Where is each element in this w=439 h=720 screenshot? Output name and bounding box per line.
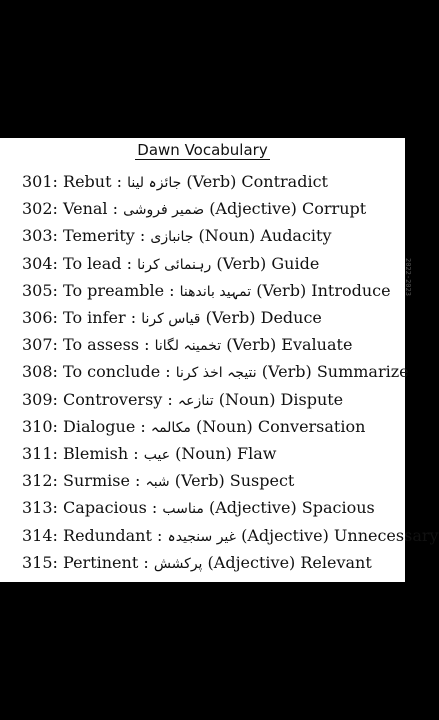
entry-number: 310:	[22, 416, 58, 436]
vocabulary-entry	[22, 498, 375, 519]
entry-word: Controversy :	[63, 389, 173, 409]
entry-meaning: Audacity	[260, 226, 332, 246]
entry-part-of-speech: (Verb)	[216, 253, 267, 273]
entry-word: Rebut :	[63, 172, 122, 191]
entry-number: 311:	[22, 444, 58, 463]
entry-number: 315:	[22, 552, 58, 572]
entry-number: 306:	[22, 308, 58, 327]
entry-meaning: Unnecessary	[333, 525, 439, 545]
entry-urdu: غیر سنجیدہ	[167, 528, 236, 545]
vocabulary-entry	[22, 254, 319, 275]
edge-text: 2022-2023	[404, 258, 412, 296]
entry-meaning: Flaw	[237, 444, 277, 463]
entry-urdu: شبہ	[145, 474, 170, 491]
entry-part-of-speech: (Noun)	[218, 389, 276, 409]
entry-word: Redundant :	[63, 525, 163, 545]
entry-number: 314:	[22, 525, 58, 545]
entry-word: To infer :	[63, 308, 137, 327]
vocabulary-entry	[22, 362, 409, 383]
entry-word: To conclude :	[63, 362, 171, 382]
entry-number: 304:	[22, 253, 58, 273]
vocabulary-entry	[22, 199, 366, 220]
entry-part-of-speech: (Verb)	[256, 280, 307, 300]
entry-number: 313:	[22, 498, 58, 518]
entry-meaning: Corrupt	[302, 199, 367, 219]
entry-number: 309:	[22, 389, 58, 409]
entry-meaning: Contradict	[241, 172, 328, 191]
entry-part-of-speech: (Adjective)	[209, 199, 297, 219]
entry-word: Temerity :	[63, 226, 146, 246]
entry-word: To assess :	[63, 335, 150, 355]
entry-part-of-speech: (Verb)	[261, 362, 312, 382]
entry-part-of-speech: (Verb)	[226, 335, 277, 355]
entry-part-of-speech: (Noun)	[196, 416, 253, 436]
entry-meaning: Evaluate	[281, 335, 353, 355]
entry-meaning: Deduce	[260, 308, 322, 327]
entry-meaning: Suspect	[229, 471, 295, 491]
entry-urdu: جانبازی	[150, 229, 194, 246]
entry-urdu: پرکشش	[153, 555, 203, 572]
entry-meaning: Guide	[271, 253, 320, 273]
vocabulary-entry	[22, 471, 294, 492]
entry-meaning: Summarize	[316, 362, 409, 382]
vocabulary-entry	[22, 526, 439, 547]
entry-meaning: Dispute	[280, 389, 344, 409]
entry-part-of-speech: (Adjective)	[207, 552, 296, 572]
entry-meaning: Spacious	[301, 498, 375, 518]
vocabulary-entry	[22, 444, 276, 465]
entry-word: Blemish :	[63, 444, 139, 463]
entry-part-of-speech: (Adjective)	[241, 525, 329, 545]
entry-number: 308:	[22, 362, 58, 382]
entry-urdu: تنازعہ	[177, 392, 214, 409]
entry-number: 301:	[22, 172, 58, 191]
vocabulary-entry	[22, 226, 332, 247]
entry-word: Pertinent :	[63, 552, 149, 572]
entry-urdu: عیب	[143, 447, 171, 463]
entry-word: Venal :	[63, 199, 119, 219]
vocabulary-entry	[22, 553, 372, 574]
entry-number: 307:	[22, 335, 58, 355]
entry-part-of-speech: (Noun)	[175, 444, 232, 463]
vocabulary-entry	[22, 281, 391, 302]
entry-urdu: مناسب	[162, 501, 204, 518]
vocabulary-entry	[22, 390, 343, 411]
entry-word: Dialogue :	[63, 416, 146, 436]
entry-urdu: نتیجہ اخذ کرنا	[175, 365, 257, 382]
entry-number: 302:	[22, 199, 58, 219]
vocabulary-entry	[22, 172, 328, 193]
entry-word: Surmise :	[63, 471, 141, 491]
entry-word: Capacious :	[63, 498, 158, 518]
entry-urdu: تخمینہ لگانا	[154, 338, 222, 355]
entry-number: 305:	[22, 280, 58, 300]
entry-meaning: Conversation	[257, 416, 366, 436]
entry-urdu: ضمیر فروشی	[123, 202, 205, 219]
entry-part-of-speech: (Verb)	[186, 172, 237, 191]
entry-urdu: رہنمائی کرنا	[137, 256, 212, 273]
entry-number: 303:	[22, 226, 58, 246]
vocabulary-entry	[22, 417, 365, 438]
entry-urdu: مکالمہ	[150, 419, 191, 436]
entry-number: 312:	[22, 471, 58, 491]
entry-part-of-speech: (Verb)	[174, 471, 225, 491]
entry-word: To preamble :	[63, 280, 175, 300]
entry-meaning: Introduce	[311, 280, 391, 300]
entry-meaning: Relevant	[300, 552, 372, 572]
page-title: Dawn Vocabulary	[137, 141, 268, 159]
entry-part-of-speech: (Verb)	[205, 308, 256, 327]
entry-urdu: تمہید باندھنا	[179, 283, 252, 300]
vocabulary-entry	[22, 335, 352, 356]
entry-word: To lead :	[63, 253, 133, 273]
entry-urdu: جائزہ لینا	[127, 175, 182, 191]
vocabulary-page	[0, 138, 439, 582]
vocabulary-entry	[22, 308, 322, 329]
entry-part-of-speech: (Noun)	[198, 226, 256, 246]
entry-part-of-speech: (Adjective)	[208, 498, 297, 518]
entry-urdu: قیاس کرنا	[141, 311, 201, 327]
